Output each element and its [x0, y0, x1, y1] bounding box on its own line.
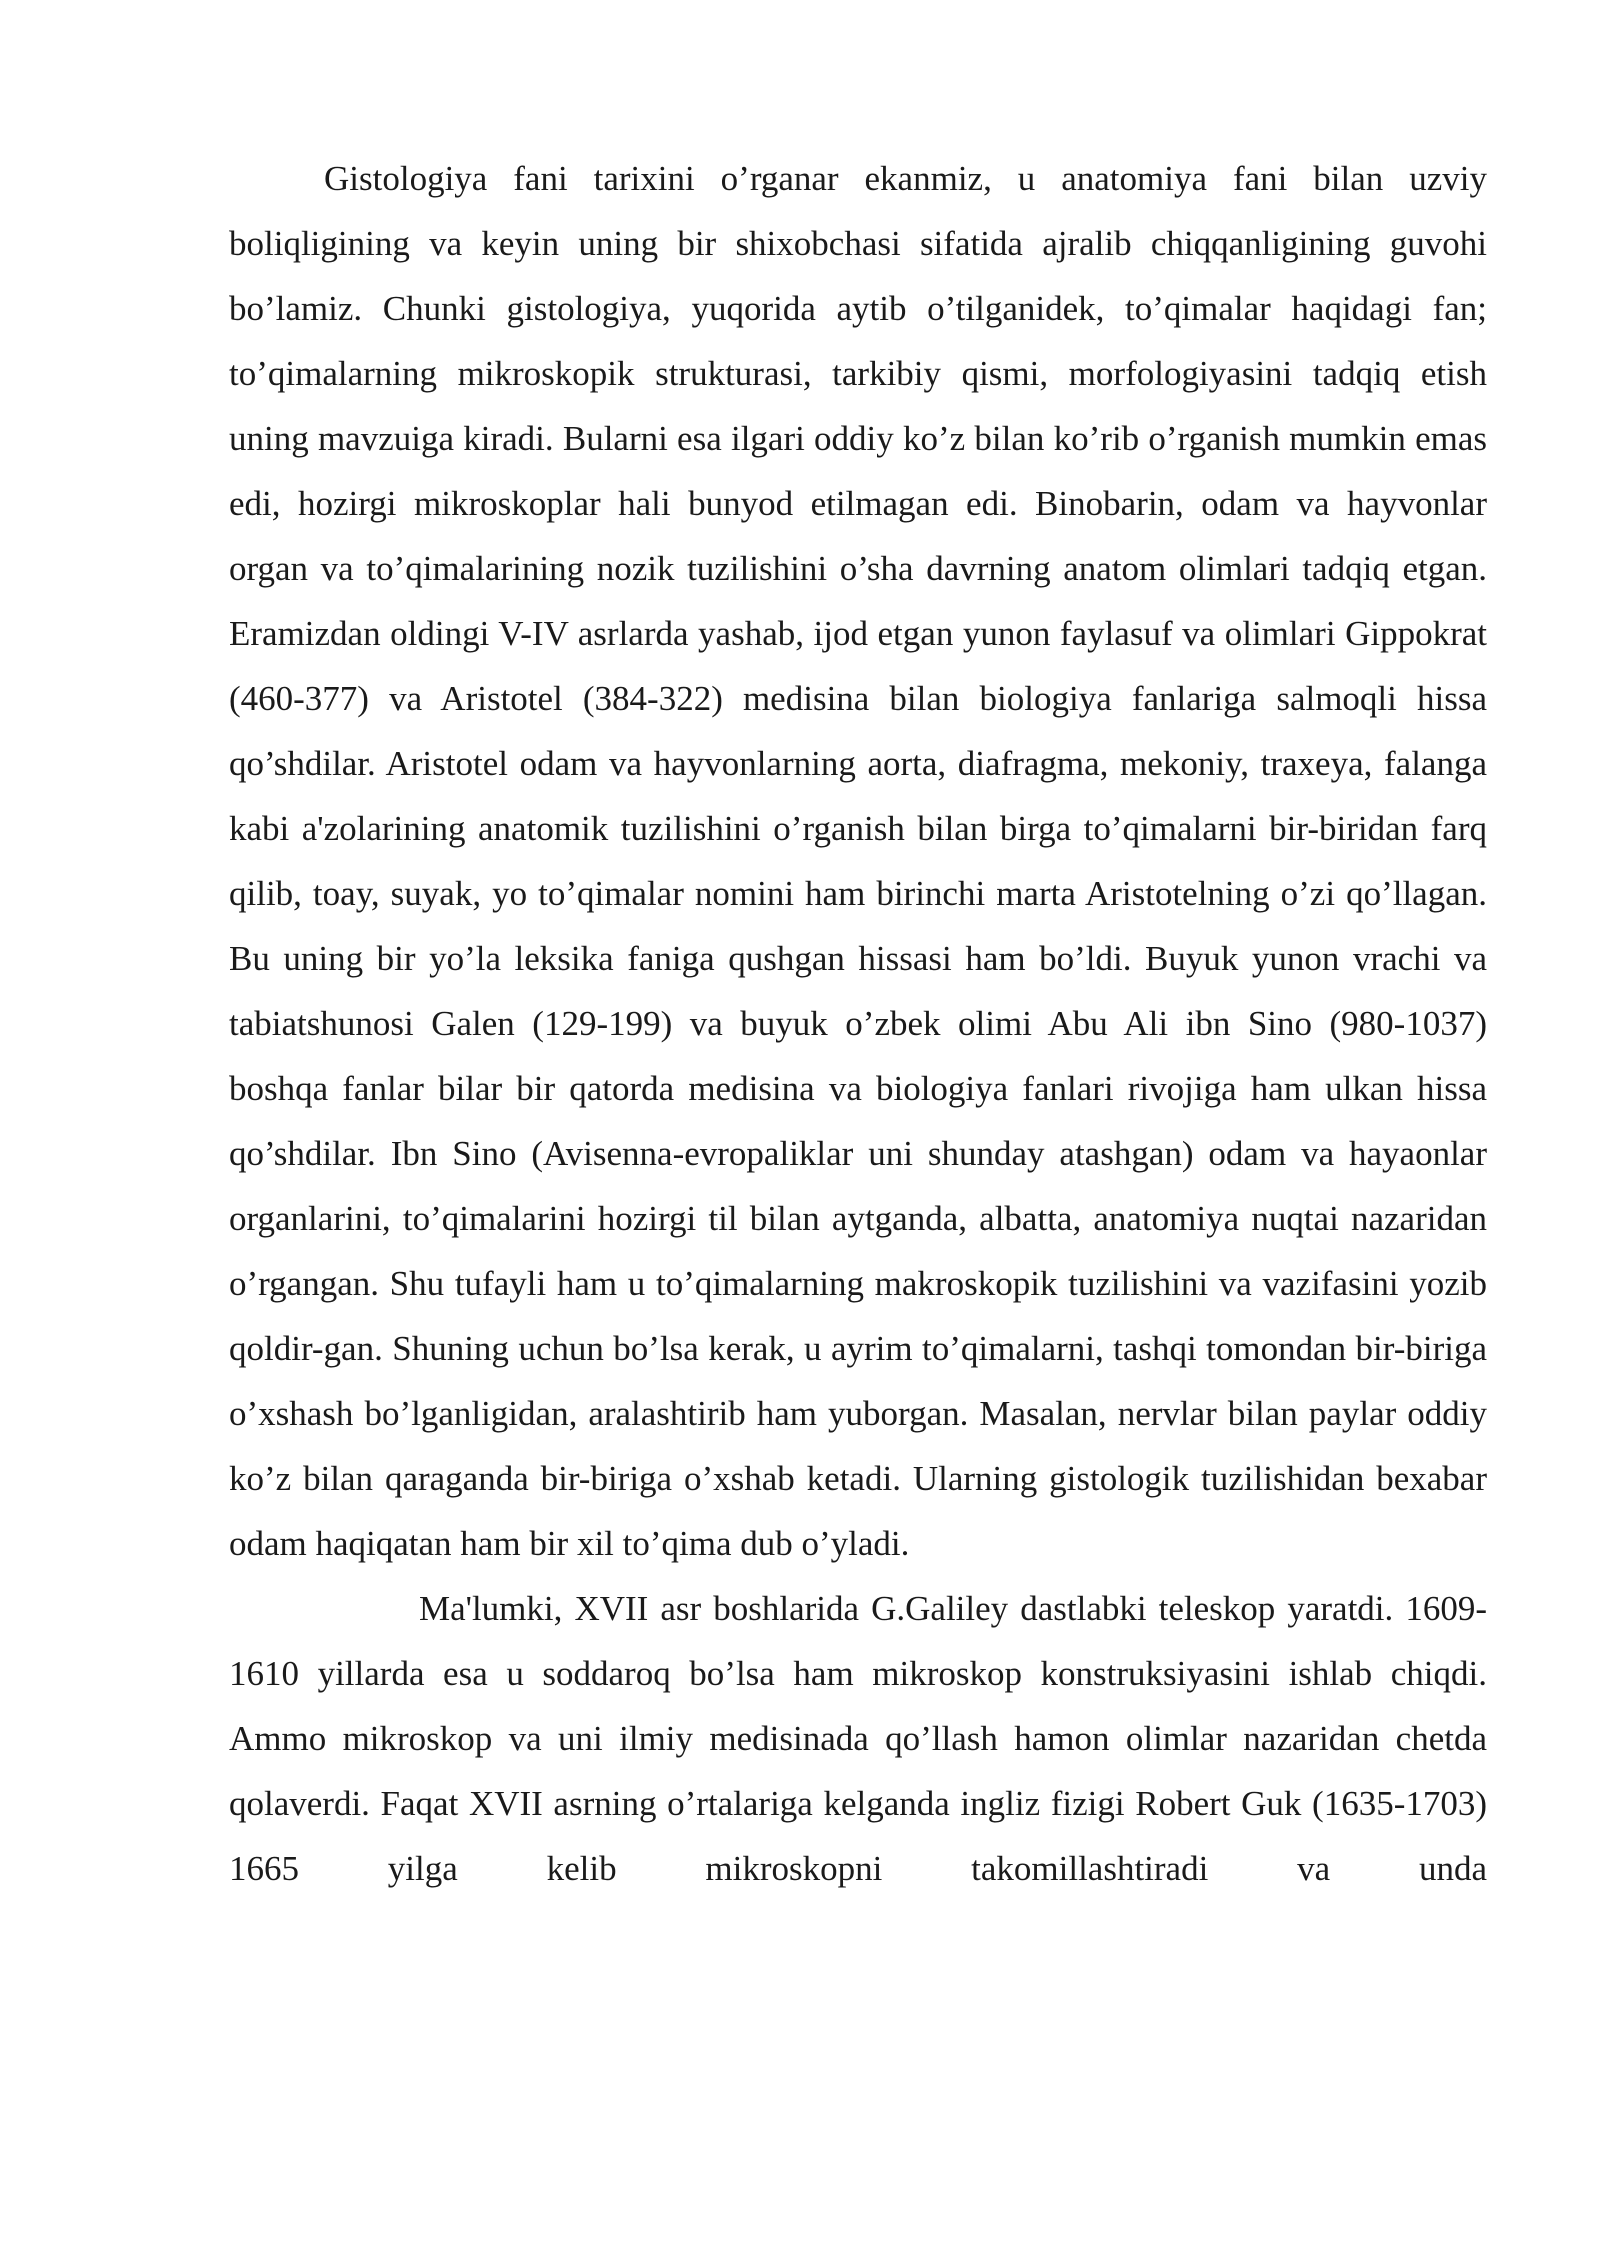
body-text [229, 146, 1487, 1901]
paragraph-history-of-histology: Gistologiya fani tarixini o’rganar ekanmiz, u anatomiya fani bilan uzviy boliqligining va keyin uning bir shixobchasi sifatida ajralib chiqqanligining guvohi bo’lamiz. Chunki gistologiya, yuqorida aytib o’tilganidek, to’qimalar haqidagi fan; to’qimalarning mikroskopik strukturasi, tarkibiy qismi, morfologiyasini tadqiq etish uning mavzuiga kiradi. Bularni esa ilgari oddiy ko’z bilan ko’rib o’rganish mumkin emas edi, hozirgi mikroskoplar hali bunyod etilmagan edi. Binobarin, odam va hayvonlar organ va to’qimalarining nozik tuzilishini o’sha davrning anatom olimlari tadqiq etgan. Eramizdan oldingi V-IV asrlarda yashab, ijod etgan yunon faylasuf va olimlari Gippokrat (460-377) va Aristotel (384-322) medisina bilan biologiya fanlariga salmoqli hissa qo’shdilar. Aristotel odam va hayvonlarning aorta, diafragma, mekoniy, traxeya, falanga kabi a'zolarining anatomik tuzilishini o’rganish bilan birga to’qimalarni bir-biridan farq qilib, toay, suyak, yo to’qimalar nomini ham birinchi marta Aristotelning o’zi qo’llagan. Bu uning bir yo’la leksika faniga qushgan hissasi ham bo’ldi. Buyuk yunon vrachi va tabiatshunosi Galen (129-199) va buyuk o’zbek olimi Abu Ali ibn Sino (980-1037) boshqa fanlar bilar bir qatorda medisina va biologiya fanlari rivojiga ham ulkan hissa qo’shdilar. Ibn Sino (Avisenna-evropaliklar uni shunday atashgan) odam va hayaonlar organlarini, to’qimalarini hozirgi til bilan aytganda, albatta, anatomiya nuqtai nazaridan o’rgangan. Shu tufayli ham u to’qimalarning makroskopik tuzilishini va vazifasini yozib qoldir-gan. Shuning uchun bo’lsa kerak, u ayrim to’qimalarni, tashqi tomondan bir-biriga o’xshash bo’lganligidan, aralashtirib ham yuborgan. Masalan, nervlar bilan paylar oddiy ko’z bilan qaraganda bir-biriga o’xshab ketadi. Ularning gistologik tuzilishidan bexabar odam haqiqatan ham bir xil to’qima dub o’yladi. [229, 159, 1487, 1563]
paragraph-microscope-origins: Ma'lumki, XVII asr boshlarida G.Galiley dastlabki teleskop yaratdi. 1609-1610 yillarda esa u soddaroq bo’lsa ham mikroskop konstruksiyasini ishlab chiqdi. Ammo mikroskop va uni ilmiy medisinada qo’llash hamon olimlar nazaridan chetda qolaverdi. Faqat XVII asrning o’rtalariga kelganda ingliz fizigi Robert Guk (1635-1703) 1665 yilga kelib mikroskopni takomillashtiradi va unda [229, 1589, 1487, 1888]
